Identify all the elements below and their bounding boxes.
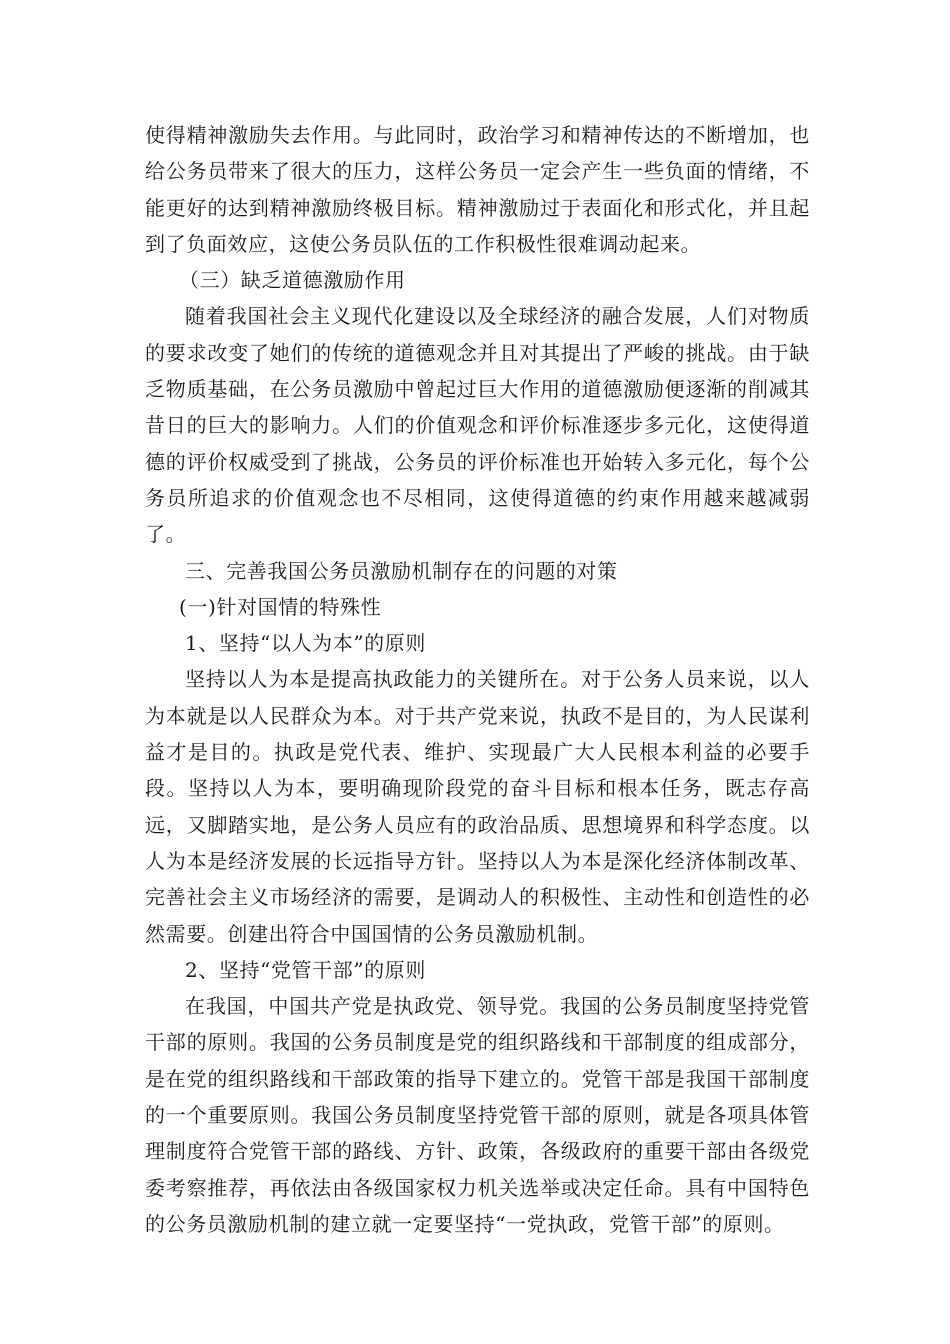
heading-section-three: 三、完善我国公务员激励机制存在的问题的对策 [185,558,618,583]
paragraph-people-oriented: 坚持以人为本是提高执政能力的关键所在。对于公务人员来说，以人为本就是以人民群众为本。对于共产党来说，执政不是目的，为人民谋利益才是目的。执政是党代表、维护、实现最广大人民根本利益的必要手段。坚持以人为本，要明确现阶段党的奋斗目标和根本任务，既志存高远，又脚踏实地，是公务人员应有的政治品质、思想境界和科学态度。以人为本是经济发展的长远指导方针。坚持以人为本是深化经济体制改革、完善社会主义市场经济的需要，是调动人的积极性、主动性和创造性的必然需要。创建出符合中国国情的公务员激励机制。 [145,667,810,946]
paragraph-party-manages-cadres: 在我国，中国共产党是执政党、领导党。我国的公务员制度坚持党管干部的原则。我国的公务员制度是党的组织路线和干部制度的组成部分，是在党的组织路线和干部政策的指导下建立的。党管干部是我国干部制度的一个重要原则。我国公务员制度坚持党管干部的原则，就是各项具体管理制度符合党管干部的路线、方针、政策，各级政府的重要干部由各级党委考察推荐，再依法由各级国家权力机关选举或决定任命。具有中国特色的公务员激励机制的建立就一定要坚持“一党执政，党管干部”的原则。 [145,994,810,1236]
heading-national-conditions: (一)针对国情的特殊性 [179,594,382,619]
paragraph-moral-incentive: 随着我国社会主义现代化建设以及全球经济的融合发展，人们对物质的要求改变了她们的传统的道德观念并且对其提出了严峻的挑战。由于缺乏物质基础，在公务员激励中曾起过巨大作用的道德激励便逐渐的削减其昔日的巨大的影响力。人们的价值观念和评价标准逐步多元化，这使得道德的评价权威受到了挑战，公务员的评价标准也开始转入多元化，每个公务员所追求的价值观念也不尽相同，这使得道德的约束作用越来越减弱了。 [145,304,810,547]
heading-party-manages-cadres: 2、坚持“党管干部”的原则 [185,957,426,982]
paragraph-spiritual-incentive-end: 使得精神激励失去作用。与此同时，政治学习和精神传达的不断增加，也给公务员带来了很大的压力，这样公务员一定会产生一些负面的情绪，不能更好的达到精神激励终极目标。精神激励过于表面化和形式化，并且起到了负面效应，这使公务员队伍的工作积极性很难调动起来。 [145,123,810,256]
heading-moral-incentive: （三）缺乏道德激励作用 [179,268,406,293]
heading-people-oriented: 1、坚持“以人为本”的原则 [185,631,426,656]
